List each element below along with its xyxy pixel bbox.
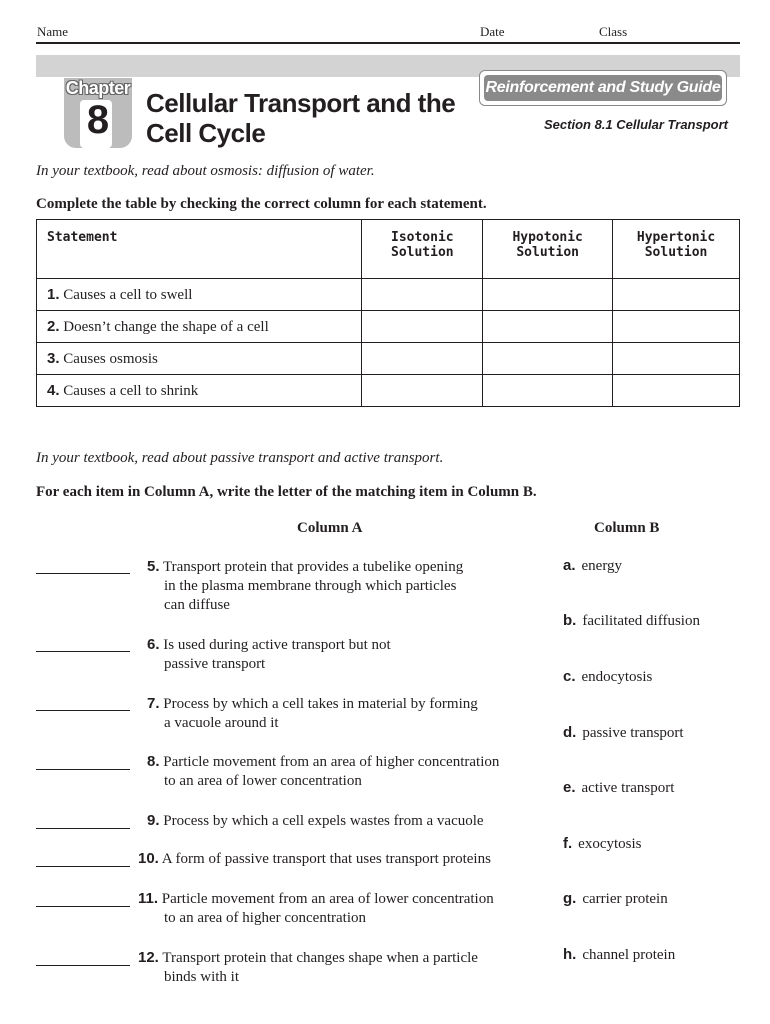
column-b-choice-g <box>563 890 668 908</box>
column-b-choice-c <box>563 668 652 686</box>
choice-text: carrier protein <box>582 891 668 907</box>
check-cell-hypertonic[interactable] <box>613 311 740 343</box>
column-a-item-7 <box>147 694 478 733</box>
date-label: Date <box>480 24 505 39</box>
item-number: 11. <box>138 890 159 907</box>
item-number: 12. <box>138 949 159 966</box>
column-a-label: Column A <box>297 520 363 536</box>
choice-letter: b. <box>563 612 577 629</box>
check-cell-hypotonic[interactable] <box>483 279 613 311</box>
item-text: a vacuole around it <box>164 715 279 731</box>
row-text: Causes osmosis <box>63 350 158 367</box>
item-text: Particle movement from an area of lower concentration <box>161 891 494 907</box>
header-hypertonic-l2: Solution <box>644 245 708 260</box>
check-cell-isotonic[interactable] <box>362 279 483 311</box>
header-isotonic-l2: Solution <box>391 245 454 260</box>
item-number: 10. <box>138 850 159 867</box>
check-cell-isotonic[interactable] <box>362 375 483 407</box>
item-text: to an area of higher concentration <box>164 910 366 926</box>
item-number: 9. <box>147 812 160 829</box>
item-text: binds with it <box>164 969 240 985</box>
study-guide-badge <box>479 70 727 106</box>
statement-cell <box>37 279 362 311</box>
answer-blank-7[interactable] <box>36 710 130 711</box>
column-b-choice-b <box>563 612 700 630</box>
choice-letter: a. <box>563 557 576 574</box>
table-row <box>37 311 740 343</box>
choice-text: active transport <box>581 780 675 796</box>
class-label: Class <box>599 24 628 39</box>
statement-cell <box>37 375 362 407</box>
choice-text: exocytosis <box>578 836 642 852</box>
answer-blank-8[interactable] <box>36 769 130 770</box>
row-number: 2. <box>47 317 60 335</box>
choice-letter: c. <box>563 668 576 685</box>
item-number: 7. <box>147 695 160 712</box>
answer-blank-10[interactable] <box>36 866 130 867</box>
item-text: Transport protein that provides a tubelike opening <box>163 559 464 575</box>
item-text: can diffuse <box>164 597 230 613</box>
section-label: Section 8.1 Cellular Transport <box>544 117 728 132</box>
item-text: in the plasma membrane through which particles <box>164 578 457 594</box>
header-rule <box>36 42 740 44</box>
check-cell-hypotonic[interactable] <box>483 311 613 343</box>
header-hypotonic-l1: Hypotonic <box>512 230 583 245</box>
item-text: Transport protein that changes shape when a particle <box>162 950 478 966</box>
column-a-item-9 <box>147 811 484 831</box>
table-row <box>37 343 740 375</box>
item-number: 5. <box>147 558 160 575</box>
header-statement: Statement <box>37 220 362 279</box>
column-a-item-11 <box>138 889 494 928</box>
column-b-choice-f <box>563 835 642 853</box>
check-cell-isotonic[interactable] <box>362 311 483 343</box>
column-a-item-5 <box>147 557 463 615</box>
title-line-2: Cell Cycle <box>146 118 266 148</box>
column-a-item-10 <box>138 849 491 869</box>
part1-instruction: Complete the table by checking the correct column for each statement. <box>36 196 487 212</box>
item-number: 6. <box>147 636 160 653</box>
item-text: passive transport <box>164 656 266 672</box>
check-cell-hypertonic[interactable] <box>613 375 740 407</box>
choice-text: energy <box>581 558 623 574</box>
header-hypotonic-l2: Solution <box>516 245 579 260</box>
statement-cell <box>37 343 362 375</box>
check-cell-isotonic[interactable] <box>362 343 483 375</box>
row-text: Causes a cell to shrink <box>63 382 199 399</box>
choice-letter: e. <box>563 779 576 796</box>
header-hypertonic <box>613 220 740 279</box>
row-text: Doesn’t change the shape of a cell <box>63 318 269 335</box>
column-a-item-12 <box>138 948 478 985</box>
page-title <box>146 88 486 148</box>
header-isotonic <box>362 220 483 279</box>
chapter-word: Chapter <box>65 78 131 98</box>
column-b-choice-a <box>563 557 622 575</box>
item-text: Particle movement from an area of higher concentration <box>163 754 500 770</box>
item-text: A form of passive transport that uses transport proteins <box>161 851 491 867</box>
row-number: 4. <box>47 381 60 399</box>
column-a-item-8 <box>147 752 499 791</box>
check-cell-hypertonic[interactable] <box>613 279 740 311</box>
statement-cell <box>37 311 362 343</box>
name-label: Name <box>37 24 69 39</box>
answer-blank-9[interactable] <box>36 828 130 829</box>
row-number: 3. <box>47 349 60 367</box>
item-text: Is used during active transport but not <box>163 637 391 653</box>
choice-letter: f. <box>563 835 573 852</box>
check-cell-hypertonic[interactable] <box>613 343 740 375</box>
column-b-label: Column B <box>594 520 660 536</box>
column-b-choice-h <box>563 946 675 964</box>
solution-table <box>36 219 740 407</box>
item-text: Process by which a cell takes in material by forming <box>163 696 478 712</box>
header-isotonic-l1: Isotonic <box>391 230 454 245</box>
choice-letter: d. <box>563 724 577 741</box>
check-cell-hypotonic[interactable] <box>483 375 613 407</box>
part2-instruction: For each item in Column A, write the letter of the matching item in Column B. <box>36 484 537 500</box>
column-a-item-6 <box>147 635 391 674</box>
chapter-number: 8 <box>86 98 110 142</box>
column-b-choice-e <box>563 779 674 797</box>
title-line-1: Cellular Transport and the <box>146 88 456 118</box>
answer-blank-6[interactable] <box>36 651 130 652</box>
column-b-choice-d <box>563 724 684 742</box>
item-text: to an area of lower concentration <box>164 773 362 789</box>
choice-letter: h. <box>563 946 577 963</box>
row-text: Causes a cell to swell <box>63 286 193 303</box>
header-hypotonic <box>483 220 613 279</box>
choice-text: channel protein <box>582 947 676 963</box>
answer-blank-5[interactable] <box>36 573 130 574</box>
choice-letter: g. <box>563 890 577 907</box>
choice-text: passive transport <box>582 725 684 741</box>
study-guide-badge-label: Reinforcement and Study Guide <box>484 75 722 101</box>
part2-intro: In your textbook, read about passive transport and active transport. <box>36 450 444 466</box>
answer-blank-11[interactable] <box>36 906 130 907</box>
table-row <box>37 375 740 407</box>
check-cell-hypotonic[interactable] <box>483 343 613 375</box>
item-text: Process by which a cell expels wastes from a vacuole <box>163 813 484 829</box>
item-number: 8. <box>147 753 160 770</box>
answer-blank-12[interactable] <box>36 965 130 966</box>
row-number: 1. <box>47 285 60 303</box>
part1-intro: In your textbook, read about osmosis: diffusion of water. <box>36 163 375 179</box>
header-hypertonic-l1: Hypertonic <box>636 230 716 245</box>
table-row <box>37 279 740 311</box>
choice-text: facilitated diffusion <box>582 613 700 629</box>
table-header-row <box>37 220 740 279</box>
choice-text: endocytosis <box>581 669 653 685</box>
